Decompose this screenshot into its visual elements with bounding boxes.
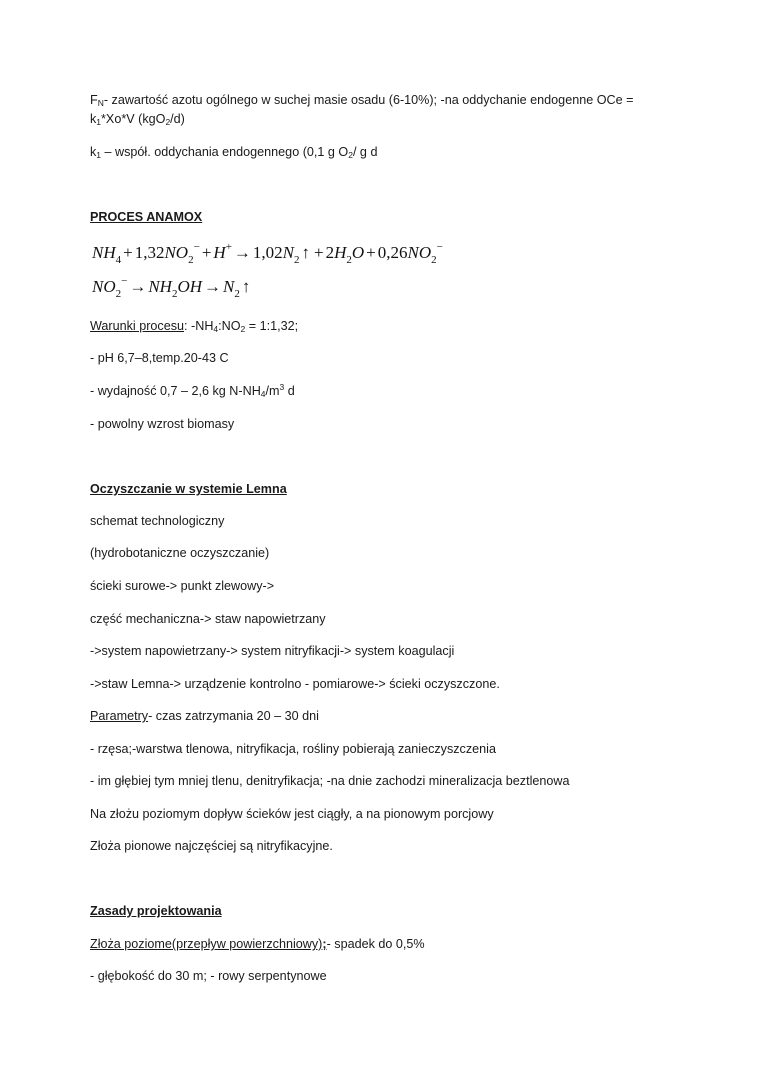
lemna-line-3: ścieki surowe-> punkt zlewowy-> (90, 579, 275, 593)
subscript-2: 2 (348, 150, 353, 160)
paragraph-oce-formula (90, 111, 185, 127)
lemna-line-9: - im głębiej tym mniej tlenu, denitryfikacja; -na dnie zachodzi mineralizacja beztlenowa (90, 774, 570, 788)
parametry-label: Parametry (90, 709, 149, 723)
warunki-wydajnosc: - wydajność 0,7 – 2,6 kg $N-NH_4/m^3$ d (90, 382, 295, 399)
subscript-1: 1 (96, 117, 102, 127)
fn-description: - zawartość azotu ogólnego w suchej masie osadu (6-10%); -na oddychanie endogenne OCe = (103, 93, 634, 107)
lemna-line-1: schemat technologiczny (90, 514, 225, 528)
paragraph-fn (90, 92, 633, 108)
heading-lemna: Oczyszczanie w systemie Lemna (90, 482, 287, 496)
subscript-2: 2 (165, 117, 171, 127)
formula-text: *Xo*V (kgO (101, 112, 166, 126)
k1-description: – współ. oddychania endogennego (0,1 g O (101, 145, 349, 159)
warunki-procesu: Warunki procesu: $-NH_4:NO_2$ = 1:1,32; (90, 319, 299, 334)
formula-end: /d) (170, 112, 185, 126)
warunki-ph: - pH 6,7–8,temp.20-43 C (90, 351, 229, 365)
heading-zasady: Zasady projektowania (90, 904, 222, 918)
paragraph-k1 (90, 144, 377, 160)
zasady-zloza: Złoża poziome(przepływ powierzchniowy);- spadek do 0,5% (90, 937, 425, 951)
lemna-line-5: ->system napowietrzany-> system nitryfikacji-> system koagulacji (90, 644, 455, 658)
k1-unit-end: / g d (352, 145, 378, 159)
symbol-f: F (90, 93, 98, 107)
lemna-line-6: ->staw Lemna-> urządzenie kontrolno - pomiarowe-> ścieki oczyszczone. (90, 677, 500, 691)
lemna-line-2: (hydrobotaniczne oczyszczanie) (90, 546, 270, 560)
zloza-label: Złoża poziome(przepływ powierzchniowy) (90, 937, 323, 951)
symbol-k: k (90, 145, 97, 159)
subscript-n: N (97, 98, 104, 108)
warunki-wzrost: - powolny wzrost biomasy (90, 417, 235, 431)
warunki-label: Warunki procesu (90, 319, 185, 333)
heading-anamox: PROCES ANAMOX (90, 210, 203, 224)
equation-anamox-path: $NO_2^- \to NH_2OH \to N_2$ ↑ (92, 275, 251, 300)
lemna-line-8: - rzęsa;-warstwa tlenowa, nitryfikacja, rośliny pobierają zanieczyszczenia (90, 742, 496, 756)
subscript-1: 1 (96, 150, 102, 160)
lemna-line-4: część mechaniczna-> staw napowietrzany (90, 612, 326, 626)
lemna-line-10: Na złożu poziomym dopływ ścieków jest ciągły, a na pionowym porcjowy (90, 807, 494, 821)
zasady-glebokosc: - głębokość do 30 m; - rowy serpentynowe (90, 969, 327, 983)
lemna-parametry: Parametry- czas zatrzymania 20 – 30 dni (90, 709, 319, 723)
symbol-k: k (90, 112, 97, 126)
lemna-line-11: Złoża pionowe najczęściej są nitryfikacyjne. (90, 839, 333, 853)
equation-anamox-main: $NH_4 + 1,32NO_2^- + H^+ \to 1,02N_2$ ↑ + $2H_2O + 0,26NO_2^-$ (92, 241, 443, 266)
